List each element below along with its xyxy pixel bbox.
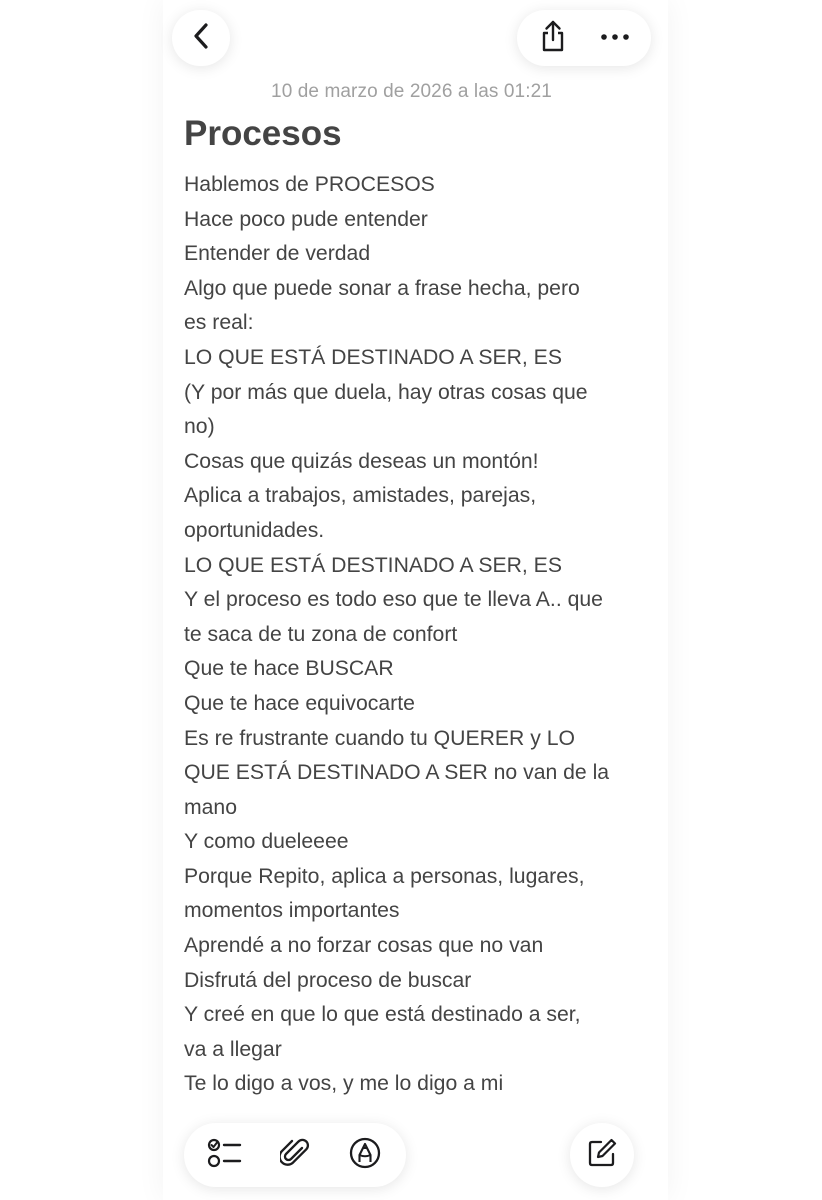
paperclip-icon bbox=[280, 1136, 310, 1175]
note-line: momentos importantes bbox=[184, 899, 400, 923]
checklist-button[interactable] bbox=[205, 1135, 245, 1175]
share-button[interactable] bbox=[533, 18, 573, 58]
note-line: Disfrutá del proceso de buscar bbox=[184, 968, 472, 992]
attach-button[interactable] bbox=[275, 1135, 315, 1175]
note-line: LO QUE ESTÁ DESTINADO A SER, ES bbox=[184, 345, 562, 369]
note-body[interactable] bbox=[184, 168, 646, 1102]
compose-icon bbox=[586, 1137, 618, 1174]
note-line: Entender de verdad bbox=[184, 242, 371, 266]
note-line: Cosas que quizás deseas un montón! bbox=[184, 449, 539, 473]
more-icon bbox=[599, 29, 631, 47]
note-line: Aprendé a no forzar cosas que no van bbox=[184, 934, 544, 958]
note-line: (Y por más que duela, hay otras cosas que bbox=[184, 380, 588, 404]
note-line: no) bbox=[184, 415, 215, 439]
top-actions-group bbox=[517, 10, 651, 66]
note-line: Te lo digo a vos, y me lo digo a mi bbox=[184, 1072, 504, 1096]
note-line: Porque Repito, aplica a personas, lugares, bbox=[184, 864, 585, 888]
note-line: QUE ESTÁ DESTINADO A SER no van de la bbox=[184, 761, 610, 785]
note-line: Aplica a trabajos, amistades, parejas, bbox=[184, 484, 537, 508]
compose-button[interactable] bbox=[570, 1123, 634, 1187]
note-line: Algo que puede sonar a frase hecha, pero bbox=[184, 276, 580, 300]
back-button[interactable] bbox=[172, 10, 230, 66]
note-line: Hace poco pude entender bbox=[184, 207, 428, 231]
note-line: Hablemos de PROCESOS bbox=[184, 173, 435, 196]
note-line: Y como dueleeee bbox=[184, 830, 349, 854]
more-options-button[interactable] bbox=[595, 18, 635, 58]
note-line: Que te hace BUSCAR bbox=[184, 657, 394, 681]
note-line: Que te hace equivocarte bbox=[184, 691, 415, 715]
note-line: Y el proceso es todo eso que te lleva A.. que bbox=[184, 588, 603, 612]
note-line: va a llegar bbox=[184, 1037, 282, 1061]
note-line: oportunidades. bbox=[184, 518, 325, 542]
bottom-toolbar bbox=[184, 1123, 406, 1187]
share-icon bbox=[538, 19, 568, 58]
note-line: LO QUE ESTÁ DESTINADO A SER, ES bbox=[184, 553, 562, 577]
note-line: mano bbox=[184, 795, 237, 819]
markup-pen-icon bbox=[348, 1136, 382, 1175]
checklist-icon bbox=[207, 1137, 243, 1174]
note-title[interactable]: Procesos bbox=[184, 114, 342, 153]
note-line: es real: bbox=[184, 311, 254, 335]
note-line: Y creé en que lo que está destinado a ser, bbox=[184, 1003, 581, 1027]
markup-button[interactable] bbox=[345, 1135, 385, 1175]
chevron-left-icon bbox=[191, 22, 211, 55]
note-line: te saca de tu zona de confort bbox=[184, 622, 458, 646]
note-line: Es re frustrante cuando tu QUERER y LO bbox=[184, 726, 575, 750]
note-date: 10 de marzo de 2026 a las 01:21 bbox=[271, 81, 552, 102]
